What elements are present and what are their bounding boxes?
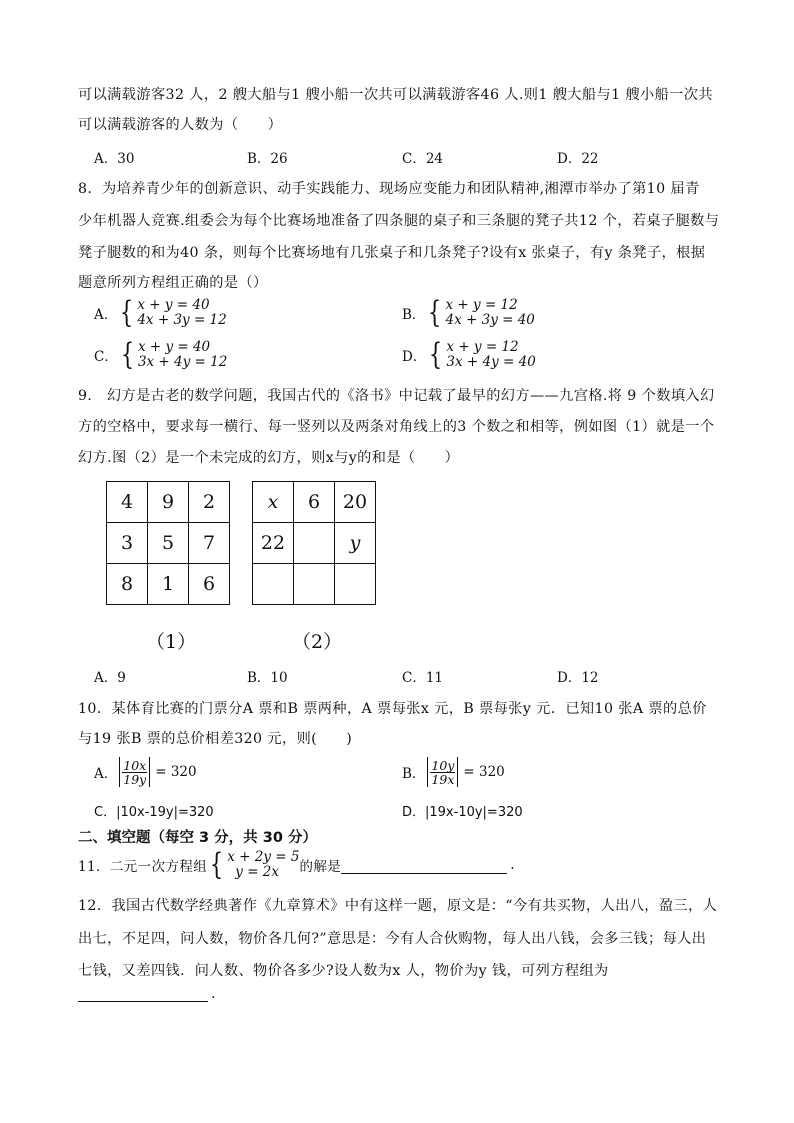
q9-line-1: 9． 幻方是古老的数学问题，我国古代的《洛书》中记载了最早的幻方——九宫格.将 9 个数填入幻	[78, 388, 715, 404]
q8-line-4: 题意所列方程组正确的是（）	[78, 275, 268, 291]
fraction-denominator: 19x	[431, 771, 455, 787]
magic-square-2	[252, 481, 376, 605]
q11-prefix: 11．二元一次方程组	[78, 859, 208, 875]
abs-bar	[427, 757, 428, 787]
option-label: A．	[94, 307, 118, 323]
figure-caption-2: （2）	[292, 631, 343, 653]
q10-option-a	[94, 757, 197, 787]
option-label: C．	[94, 349, 118, 365]
grid-cell: 22	[253, 523, 294, 564]
grid-cell: 20	[335, 482, 376, 523]
section-heading: 二、填空题（每空 3 分，共 30 分）	[78, 830, 317, 846]
grid-cell	[253, 564, 294, 605]
q12-end: .	[211, 986, 216, 1002]
brace-symbol: {	[428, 295, 442, 330]
grid-cell: 9	[148, 482, 189, 523]
equation: 3x + 4y = 40	[446, 354, 536, 370]
equation: 4x + 3y = 40	[445, 312, 535, 328]
q12-answer-line	[78, 985, 216, 1002]
q8-option-b	[402, 295, 535, 330]
q9-option-a: A．9	[94, 670, 126, 686]
grid-cell: 6	[189, 564, 230, 605]
equation: x + y = 40	[137, 339, 211, 355]
grid-cell: y	[335, 523, 376, 564]
grid-cell	[294, 564, 335, 605]
q7-line-2: 可以满载游客的人数为（ ）	[78, 117, 283, 133]
q8-line-2: 少年机器人竞赛.组委会为每个比赛场地准备了四条腿的桌子和三条腿的凳子共12 个，若桌子腿数与	[78, 213, 720, 229]
equation: y = 2x	[235, 864, 280, 880]
q9-line-3: 幻方.图（2）是一个未完成的幻方，则x与y的和是（ ）	[78, 450, 460, 466]
equation: 4x + 3y = 12	[137, 312, 227, 328]
fraction-numerator: 10x	[123, 757, 147, 773]
q10-option-c: C．|10x-19y|=320	[94, 805, 214, 820]
q9-line-2: 方的空格中，要求每一横行、每一竖列以及两条对角线上的3 个数之和相等，例如图（1）就是一个	[78, 419, 715, 435]
grid-cell: 1	[148, 564, 189, 605]
q8-line-1: 8．为培养青少年的创新意识、动手实践能力、现场应变能力和团队精神,湘潭市举办了第10 届青	[78, 181, 700, 197]
q9-option-b: B．10	[247, 670, 288, 686]
option-label: B．	[402, 307, 426, 323]
brace-symbol: {	[120, 295, 134, 330]
brace-symbol: {	[429, 337, 443, 372]
grid-cell: 3	[107, 523, 148, 564]
q12-line-2: 出七，不足四，问人数，物价各几何?”意思是：今有人合伙购物，每人出八钱，会多三钱；每人出	[78, 931, 707, 947]
grid-cell	[294, 523, 335, 564]
q8-option-a	[94, 295, 227, 330]
option-label: A．	[94, 766, 118, 782]
q10-line-1: 10．某体育比赛的门票分A 票和B 票两种，A 票每张x 元，B 票每张y 元．已知10 张A 票的总价	[78, 701, 707, 717]
q7-line-1: 可以满载游客32 人，2 艘大船与1 艘小船一次共可以满载游客46 人.则1 艘大船与1 艘小船一次共	[78, 87, 713, 103]
q11-end: .	[510, 857, 515, 873]
fraction-numerator: 10y	[431, 757, 455, 773]
option-label: B．	[402, 766, 426, 782]
magic-square-1	[106, 481, 230, 605]
q8-option-d	[402, 337, 536, 372]
abs-bar	[457, 757, 458, 787]
q7-option-c: C．24	[402, 151, 444, 167]
brace-symbol: {	[120, 337, 135, 372]
grid-cell: 8	[107, 564, 148, 605]
grid-cell: 4	[107, 482, 148, 523]
grid-cell: x	[253, 482, 294, 523]
q7-option-a: A．30	[94, 151, 135, 167]
equation: x + y = 40	[137, 297, 210, 313]
option-label: D．	[402, 349, 427, 365]
answer-blank[interactable]	[341, 857, 507, 874]
equation: 3x + 4y = 12	[137, 354, 228, 370]
grid-cell: 2	[189, 482, 230, 523]
grid-cell: 7	[189, 523, 230, 564]
equation: x + y = 12	[445, 297, 518, 313]
q10-option-d: D．|19x-10y|=320	[402, 805, 523, 820]
equation-rhs: = 320	[463, 764, 505, 780]
grid-cell: 5	[148, 523, 189, 564]
q12-line-1: 12．我国古代数学经典著作《九章算术》中有这样一题，原文是：“今有共买物，人出八，盈三，人	[78, 898, 718, 914]
abs-bar	[119, 757, 120, 787]
q10-option-b	[402, 757, 505, 787]
q11-suffix: 的解是	[299, 859, 342, 875]
q9-option-d: D．12	[557, 670, 599, 686]
equation: x + y = 12	[446, 339, 519, 355]
answer-blank[interactable]	[78, 985, 208, 1002]
q7-option-d: D．22	[557, 151, 599, 167]
brace-symbol: {	[210, 847, 224, 882]
figure-caption-1: （1）	[146, 631, 197, 653]
equation-rhs: = 320	[155, 764, 197, 780]
q10-line-2: 与19 张B 票的总价相差320 元，则( )	[78, 731, 353, 747]
equation: x + 2y = 5	[227, 849, 300, 865]
q12-line-3: 七钱，又差四钱．问人数、物价各多少?设人数为x 人，物价为y 钱，可列方程组为	[78, 963, 609, 979]
abs-bar	[149, 757, 150, 787]
q8-line-3: 凳子腿数的和为40 条，则每个比赛场地有几张桌子和几条凳子?设有x 张桌子，有y 条凳子，根据	[78, 245, 706, 261]
q7-option-b: B．26	[247, 151, 288, 167]
q8-option-c	[94, 337, 228, 372]
grid-cell: 6	[294, 482, 335, 523]
fraction-denominator: 19y	[123, 771, 147, 787]
q9-option-c: C．11	[402, 670, 444, 686]
q11	[78, 847, 515, 882]
grid-cell	[335, 564, 376, 605]
